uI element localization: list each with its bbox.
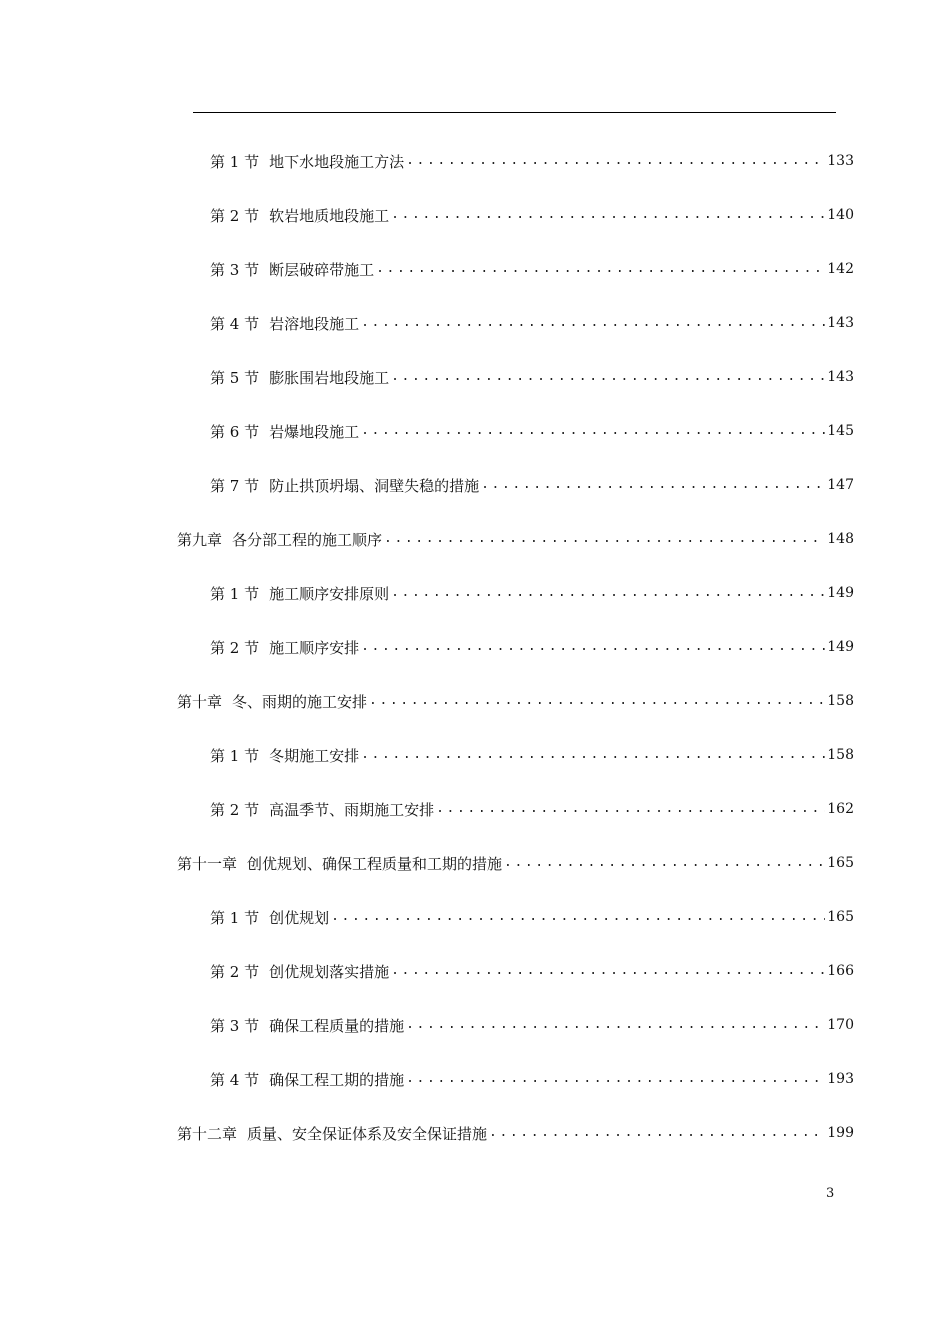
dot-leader bbox=[361, 419, 825, 443]
dot-leader bbox=[384, 527, 825, 551]
dot-leader bbox=[406, 1013, 825, 1037]
toc-section-entry[interactable] bbox=[210, 473, 854, 497]
dot-leader bbox=[331, 905, 825, 929]
entry-number: 第十一章 bbox=[177, 854, 238, 873]
entry-title: 各分部工程的施工顺序 bbox=[232, 530, 383, 549]
dot-leader bbox=[391, 365, 825, 389]
entry-page-number: 170 bbox=[827, 1017, 854, 1033]
dot-leader bbox=[391, 203, 825, 227]
entry-page-number: 143 bbox=[827, 369, 854, 385]
entry-title: 创优规划 bbox=[269, 908, 330, 927]
entry-title: 地下水地段施工方法 bbox=[269, 152, 405, 171]
entry-title: 岩爆地段施工 bbox=[269, 422, 360, 441]
entry-number: 第 5 节 bbox=[210, 368, 260, 387]
entry-title: 高温季节、雨期施工安排 bbox=[269, 800, 435, 819]
entry-page-number: 193 bbox=[827, 1071, 854, 1087]
entry-number: 第 3 节 bbox=[210, 1016, 260, 1035]
dot-leader bbox=[361, 743, 825, 767]
entry-number: 第 4 节 bbox=[210, 1070, 260, 1089]
dot-leader bbox=[361, 311, 825, 335]
entry-page-number: 143 bbox=[827, 315, 854, 331]
toc-section-entry[interactable] bbox=[210, 797, 854, 821]
entry-title: 冬期施工安排 bbox=[269, 746, 360, 765]
entry-title: 创优规划落实措施 bbox=[269, 962, 390, 981]
dot-leader bbox=[489, 1121, 825, 1145]
entry-page-number: 133 bbox=[827, 153, 854, 169]
entry-title: 软岩地质地段施工 bbox=[269, 206, 390, 225]
entry-page-number: 149 bbox=[827, 585, 854, 601]
entry-number: 第 2 节 bbox=[210, 962, 260, 981]
entry-number: 第十章 bbox=[177, 692, 223, 711]
entry-page-number: 149 bbox=[827, 639, 854, 655]
entry-number: 第 2 节 bbox=[210, 206, 260, 225]
entry-number: 第 6 节 bbox=[210, 422, 260, 441]
toc-section-entry[interactable] bbox=[210, 419, 854, 443]
toc-section-entry[interactable] bbox=[210, 1067, 854, 1091]
dot-leader bbox=[376, 257, 825, 281]
entry-title: 冬、雨期的施工安排 bbox=[232, 692, 368, 711]
dot-leader bbox=[436, 797, 825, 821]
entry-number: 第 4 节 bbox=[210, 314, 260, 333]
entry-number: 第九章 bbox=[177, 530, 223, 549]
toc-chapter-entry[interactable] bbox=[177, 1121, 854, 1145]
header-rule bbox=[193, 112, 836, 113]
dot-leader bbox=[481, 473, 825, 497]
entry-page-number: 148 bbox=[827, 531, 854, 547]
toc-section-entry[interactable] bbox=[210, 743, 854, 767]
entry-page-number: 158 bbox=[827, 747, 854, 763]
toc-section-entry[interactable] bbox=[210, 959, 854, 983]
entry-page-number: 165 bbox=[827, 909, 854, 925]
entry-number: 第 7 节 bbox=[210, 476, 260, 495]
entry-number: 第 2 节 bbox=[210, 638, 260, 657]
entry-page-number: 142 bbox=[827, 261, 854, 277]
toc-section-entry[interactable] bbox=[210, 365, 854, 389]
entry-number: 第 2 节 bbox=[210, 800, 260, 819]
toc-chapter-entry[interactable] bbox=[177, 527, 854, 551]
dot-leader bbox=[369, 689, 825, 713]
dot-leader bbox=[406, 149, 825, 173]
toc-section-entry[interactable] bbox=[210, 149, 854, 173]
toc-section-entry[interactable] bbox=[210, 905, 854, 929]
entry-title: 施工顺序安排原则 bbox=[269, 584, 390, 603]
page-number: 3 bbox=[826, 1186, 835, 1201]
toc-section-entry[interactable] bbox=[210, 1013, 854, 1037]
entry-number: 第 1 节 bbox=[210, 908, 260, 927]
toc-section-entry[interactable] bbox=[210, 257, 854, 281]
entry-title: 确保工程质量的措施 bbox=[269, 1016, 405, 1035]
entry-title: 创优规划、确保工程质量和工期的措施 bbox=[247, 854, 503, 873]
toc-section-entry[interactable] bbox=[210, 635, 854, 659]
dot-leader bbox=[406, 1067, 825, 1091]
dot-leader bbox=[391, 959, 825, 983]
dot-leader bbox=[504, 851, 825, 875]
entry-page-number: 158 bbox=[827, 693, 854, 709]
entry-title: 确保工程工期的措施 bbox=[269, 1070, 405, 1089]
entry-number: 第十二章 bbox=[177, 1124, 238, 1143]
toc-chapter-entry[interactable] bbox=[177, 689, 854, 713]
toc-section-entry[interactable] bbox=[210, 203, 854, 227]
entry-title: 岩溶地段施工 bbox=[269, 314, 360, 333]
toc-section-entry[interactable] bbox=[210, 581, 854, 605]
entry-number: 第 1 节 bbox=[210, 584, 260, 603]
entry-page-number: 162 bbox=[827, 801, 854, 817]
entry-page-number: 165 bbox=[827, 855, 854, 871]
entry-page-number: 140 bbox=[827, 207, 854, 223]
dot-leader bbox=[361, 635, 825, 659]
toc-chapter-entry[interactable] bbox=[177, 851, 854, 875]
dot-leader bbox=[391, 581, 825, 605]
entry-title: 质量、安全保证体系及安全保证措施 bbox=[247, 1124, 488, 1143]
entry-title: 膨胀围岩地段施工 bbox=[269, 368, 390, 387]
toc-section-entry[interactable] bbox=[210, 311, 854, 335]
entry-number: 第 1 节 bbox=[210, 746, 260, 765]
entry-page-number: 199 bbox=[827, 1125, 854, 1141]
entry-title: 防止拱顶坍塌、洞壁失稳的措施 bbox=[269, 476, 480, 495]
entry-title: 断层破碎带施工 bbox=[269, 260, 375, 279]
entry-number: 第 1 节 bbox=[210, 152, 260, 171]
entry-number: 第 3 节 bbox=[210, 260, 260, 279]
entry-page-number: 147 bbox=[827, 477, 854, 493]
entry-title: 施工顺序安排 bbox=[269, 638, 360, 657]
entry-page-number: 166 bbox=[827, 963, 854, 979]
entry-page-number: 145 bbox=[827, 423, 854, 439]
